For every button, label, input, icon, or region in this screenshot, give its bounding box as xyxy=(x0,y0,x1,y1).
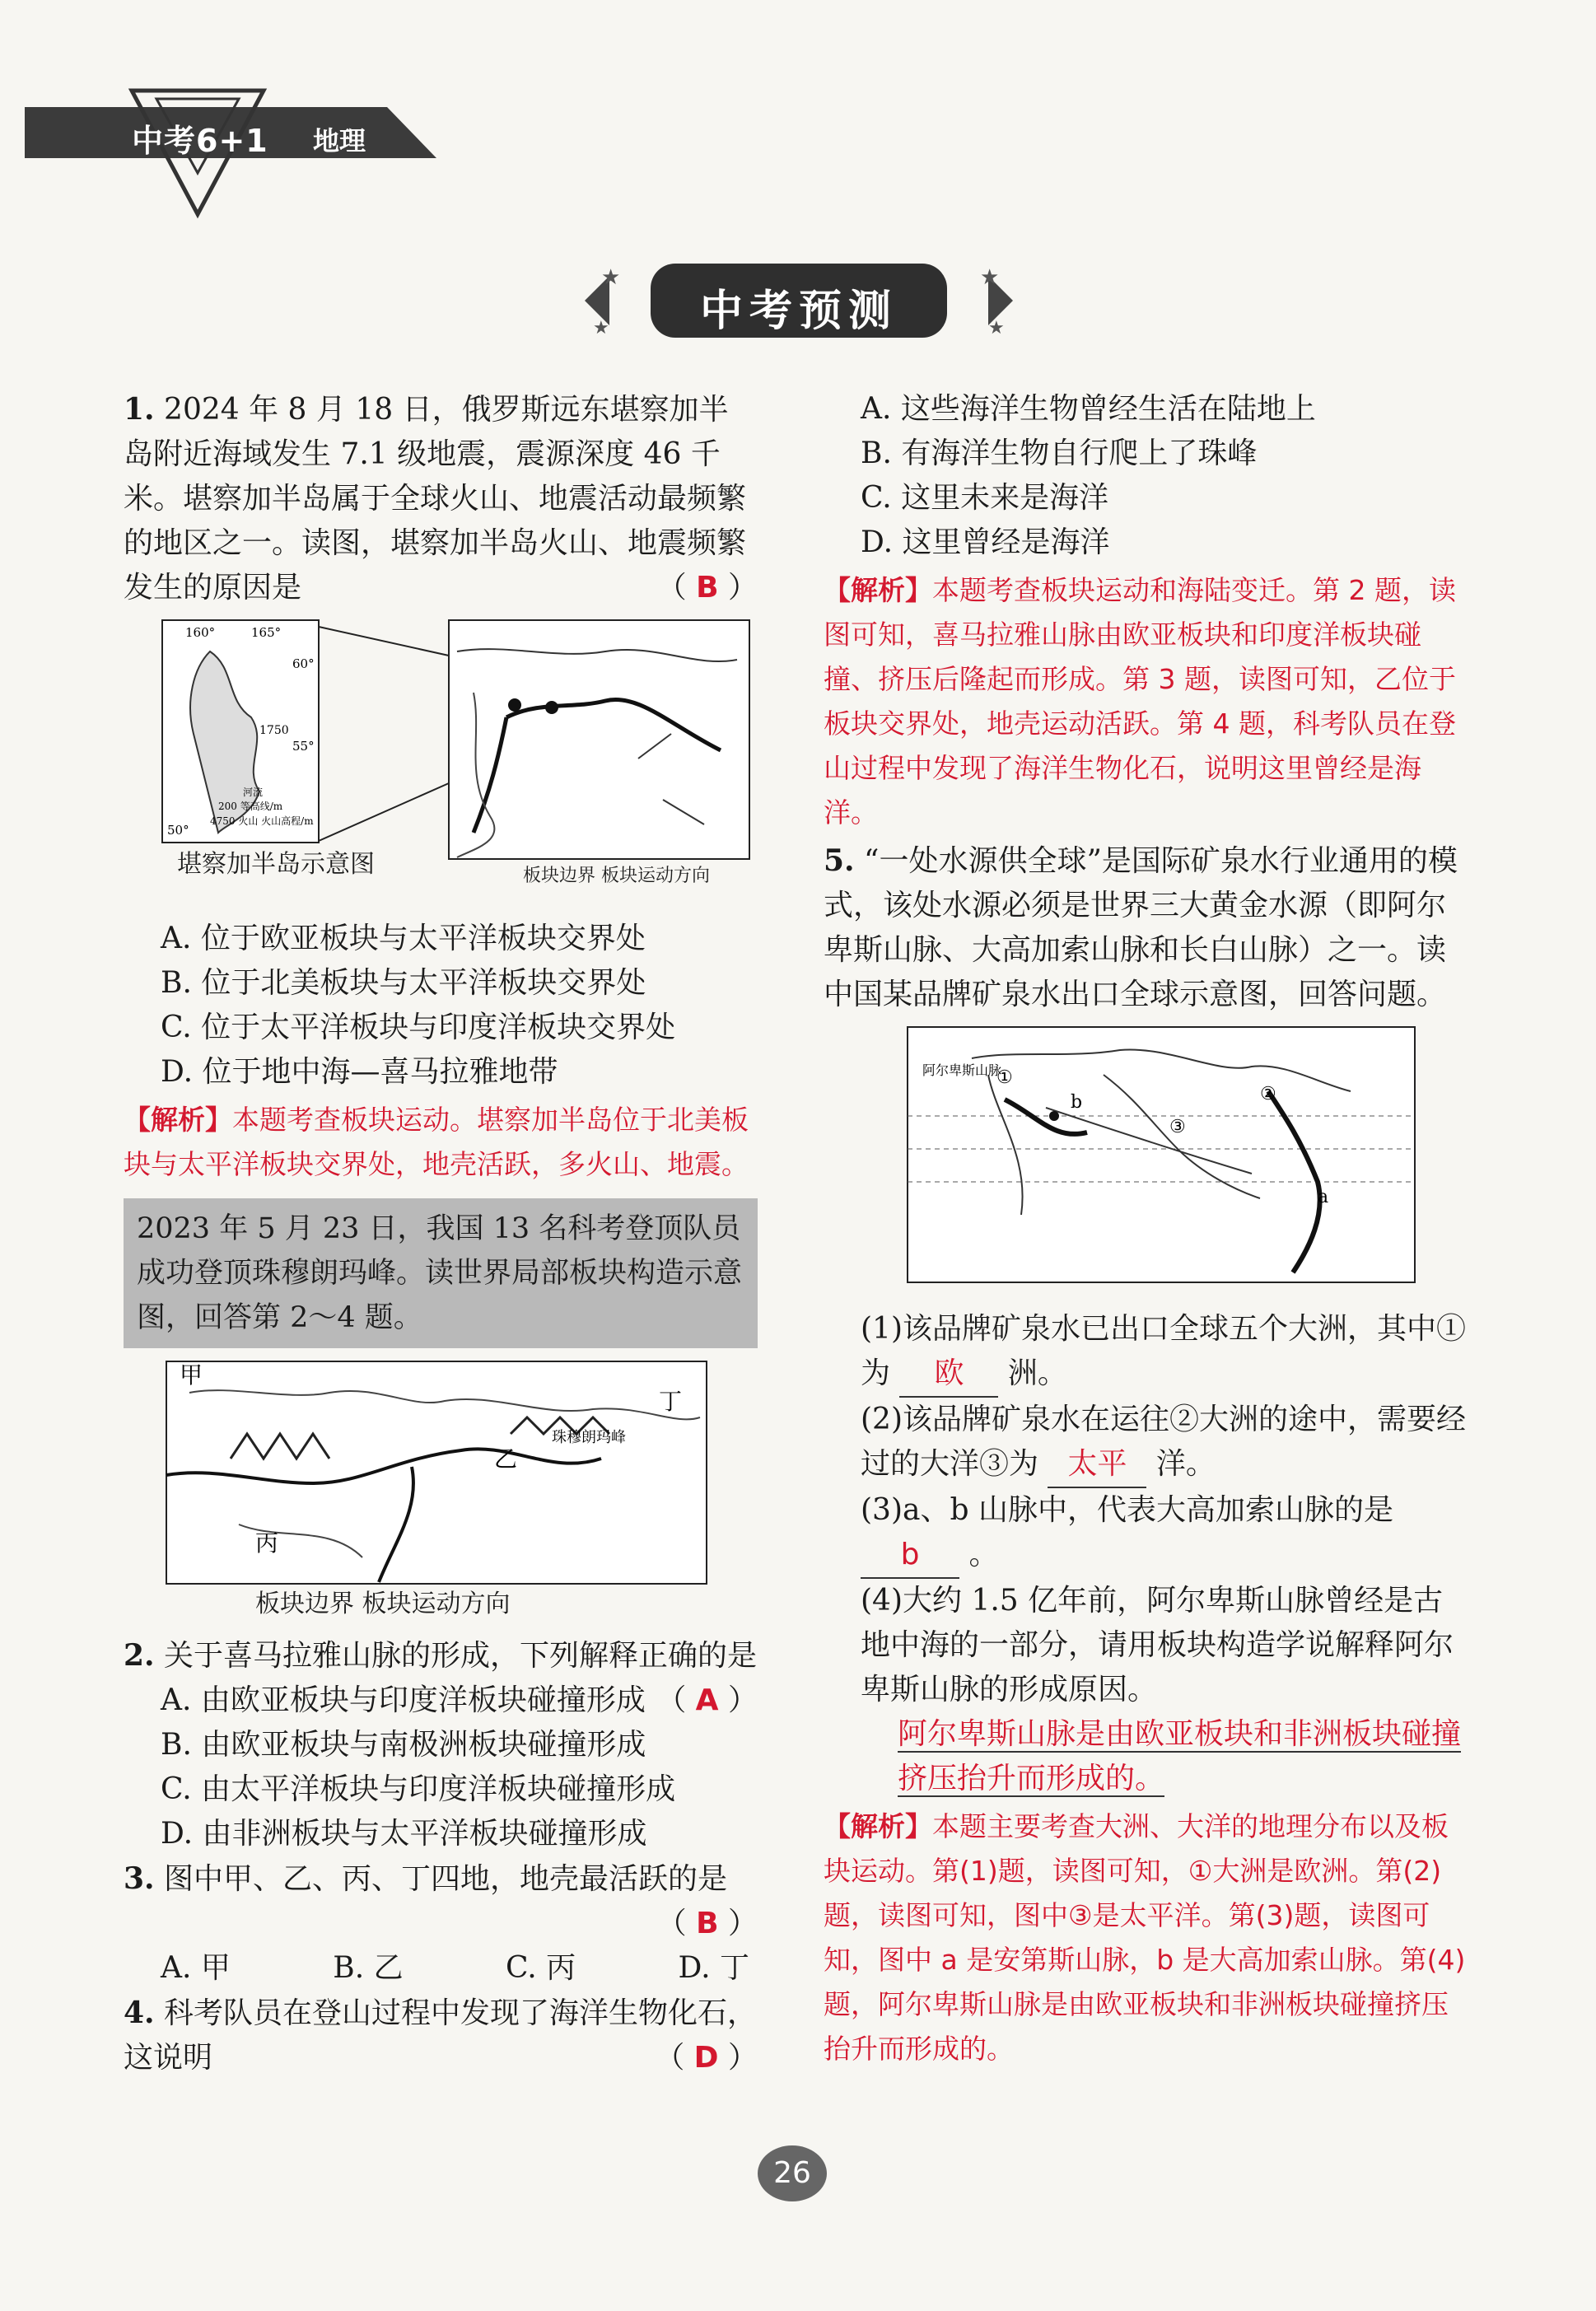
question-number: 4. xyxy=(124,1996,155,2030)
analysis-text: 本题考查板块运动和海陆变迁。第 2 题，读图可知，喜马拉雅山脉由欧亚板块和印度洋板块碰撞、挤压后隆起而形成。第 3 题，读图可知，乙位于板块交界处，地壳运动活跃。第 4 题，科考队员在登山过程中发现了海洋生物化石，说明这里曾经是海洋。 xyxy=(824,574,1456,829)
option: A. 位于欧亚板块与太平洋板块交界处 xyxy=(161,922,646,955)
question-stem: 科考队员在登山过程中发现了海洋生物化石，这说明 xyxy=(124,1996,758,2075)
answer-blank: 太平 xyxy=(1048,1442,1146,1488)
question-number: 2. xyxy=(124,1638,155,1673)
answer-blank: 欧 xyxy=(899,1352,998,1398)
map-label: a xyxy=(1318,1187,1329,1207)
option: D. 丁 xyxy=(678,1951,749,1985)
left-column xyxy=(124,387,758,2080)
analysis-q2-4 xyxy=(824,568,1466,835)
analysis-tag: 【解析】 xyxy=(124,1104,232,1136)
sub-question-text: 。 xyxy=(968,1538,999,1571)
map-label: 珠穆朗玛峰 xyxy=(552,1429,626,1446)
analysis-tag: 【解析】 xyxy=(824,1810,932,1842)
answer-box: （ B ） xyxy=(656,571,758,605)
svg-text:★: ★ xyxy=(988,318,1005,338)
world-map xyxy=(906,1025,1416,1289)
sub-question-2 xyxy=(824,1398,1466,1488)
sub-question-text: 洲。 xyxy=(1007,1356,1067,1390)
option: B. 有海洋生物自行爬上了珠峰 xyxy=(861,437,1258,470)
inset-lat-label: 60° xyxy=(292,656,315,671)
option: A. 甲 xyxy=(161,1951,231,1985)
sub-question-text: (2)该品牌矿泉水在运往②大洲的途中，需要经过的大洋③为 xyxy=(861,1403,1466,1481)
question-number: 3. xyxy=(124,1861,155,1896)
question-stem: 关于喜马拉雅山脉的形成，下列解释正确的是 xyxy=(164,1639,758,1673)
plate-map xyxy=(165,1360,708,1615)
map-label: 乙 xyxy=(494,1445,518,1473)
answer-blank: b xyxy=(861,1533,959,1579)
map-label: 阿尔卑斯山脉 xyxy=(922,1062,1002,1078)
svg-text:★: ★ xyxy=(601,265,621,290)
question-1 xyxy=(124,387,758,610)
kamchatka-map xyxy=(161,619,754,874)
answer-line: 阿尔卑斯山脉是由欧亚板块和非洲板块碰撞挤压抬升而形成的。 xyxy=(898,1717,1462,1795)
question-5 xyxy=(824,838,1466,1017)
sub-question-4-answer xyxy=(824,1712,1466,1801)
map-label: ① xyxy=(996,1067,1013,1088)
map-label: 丁 xyxy=(659,1388,683,1415)
reading-passage: 2023 年 5 月 23 日，我国 13 名科考登顶队员成功登顶珠穆朗玛峰。读世界局部板块构造示意图，回答第 2～4 题。 xyxy=(124,1198,758,1348)
answer-box: （ D ） xyxy=(655,2041,758,2075)
answer-box: （ A ） xyxy=(656,1683,758,1717)
analysis-text: 本题考查板块运动。堪察加半岛位于北美板块与太平洋板块交界处，地壳活跃，多火山、地震。 xyxy=(124,1104,749,1180)
sub-question-1 xyxy=(824,1307,1466,1398)
inset-lat-label: 50° xyxy=(167,823,189,838)
right-column xyxy=(824,387,1466,2075)
sub-question-3 xyxy=(824,1488,1466,1579)
inset-lat-label: 55° xyxy=(292,739,315,754)
sub-question-text: (3)a、b 山脉中，代表大高加索山脉的是 xyxy=(861,1493,1393,1527)
answer: B xyxy=(696,571,719,605)
inset-lon-label: 165° xyxy=(251,625,282,640)
sub-question-text: (1)该品牌矿泉水已出口全球五个大洲，其中①为 xyxy=(861,1312,1466,1390)
map-label: ③ xyxy=(1169,1117,1186,1137)
banner-title: 中考预测 xyxy=(699,287,898,336)
map-label: 丙 xyxy=(255,1529,279,1557)
answer: B xyxy=(696,1907,719,1940)
inset-legend-item: 河流 xyxy=(243,787,264,798)
analysis-q1 xyxy=(124,1098,758,1187)
option: D. 由非洲板块与太平洋板块碰撞形成 xyxy=(161,1817,647,1851)
option: B. 位于北美板块与太平洋板块交界处 xyxy=(161,966,646,1000)
figure-legend: 板块边界 板块运动方向 xyxy=(523,866,710,886)
option: B. 乙 xyxy=(333,1951,404,1985)
question-number: 5. xyxy=(824,843,855,878)
inset-lon-label: 160° xyxy=(185,625,216,640)
sub-question-4: (4)大约 1.5 亿年前，阿尔卑斯山脉曾经是古地中海的一部分，请用板块构造学说解释阿尔卑斯山脉的形成原因。 xyxy=(861,1584,1454,1706)
question-4 xyxy=(124,1991,758,2080)
option: C. 丙 xyxy=(505,1951,576,1985)
subject-label: 地理 xyxy=(313,125,366,156)
section-banner xyxy=(576,259,1021,342)
analysis-q5 xyxy=(824,1804,1466,2071)
option: A. 这些海洋生物曾经生活在陆地上 xyxy=(861,392,1316,426)
answer-box: （ B ） xyxy=(656,1907,758,1940)
option: D. 这里曾经是海洋 xyxy=(861,525,1110,559)
option: D. 位于地中海—喜马拉雅地带 xyxy=(161,1055,558,1089)
svg-text:★: ★ xyxy=(593,318,609,338)
answer: A xyxy=(695,1683,719,1717)
map-label: ② xyxy=(1260,1084,1276,1104)
inset-legend-item: 4750 火山 火山高程/m xyxy=(210,815,314,827)
analysis-tag: 【解析】 xyxy=(824,574,932,606)
svg-text:★: ★ xyxy=(980,265,1000,290)
question-stem: “一处水源供全球”是国际矿泉水行业通用的模式，该处水源必须是世界三大黄金水源（即阿尔卑斯山脉、大高加索山脉和长白山脉）之一。读中国某品牌矿泉水出口全球示意图，回答问题。 xyxy=(824,844,1458,1011)
option: A. 由欧亚板块与印度洋板块碰撞形成 xyxy=(161,1683,646,1717)
figure-plate-map xyxy=(165,1360,758,1628)
map-label: b xyxy=(1071,1092,1083,1113)
analysis-text: 本题主要考查大洲、大洋的地理分布以及板块运动。第(1)题，读图可知，①大洲是欧洲。第(2)题，读图可知，图中③是太平洋。第(3)题，读图可知，图中 a 是安第斯山脉，b 是大高加索山脉。第(4)题，阿尔卑斯山脉是由欧亚板块和非洲板块碰撞挤压抬升而形成的。 xyxy=(824,1810,1466,2065)
figure-legend: 板块边界 板块运动方向 xyxy=(255,1590,511,1618)
figure-caption: 堪察加半岛示意图 xyxy=(177,850,375,879)
option: B. 由欧亚板块与南极洲板块碰撞形成 xyxy=(161,1728,646,1762)
option: C. 由太平洋板块与印度洋板块碰撞形成 xyxy=(161,1772,676,1806)
question-3 xyxy=(124,1856,758,1902)
map-label: 甲 xyxy=(180,1361,203,1389)
option: C. 位于太平洋板块与印度洋板块交界处 xyxy=(161,1011,676,1044)
sub-question-text: 洋。 xyxy=(1155,1447,1216,1481)
question-stem: 图中甲、乙、丙、丁四地，地壳最活跃的是 xyxy=(164,1862,728,1896)
choice-row xyxy=(124,1946,758,1991)
figure-kamchatka xyxy=(161,619,758,887)
figure-world-map xyxy=(906,1025,1466,1302)
option: C. 这里未来是海洋 xyxy=(861,481,1109,515)
question-number: 1. xyxy=(124,392,155,427)
question-stem: 2024 年 8 月 18 日，俄罗斯远东堪察加半岛附近海域发生 7.1 级地震，震源深度 46 千米。堪察加半岛属于全球火山、地震活动最频繁的地区之一。读图，堪察加半岛火山、地震频繁发生的原因是 xyxy=(124,393,747,605)
page-number: 26 xyxy=(758,2145,827,2201)
brand-name: 中考6+1 xyxy=(132,123,268,159)
answer: D xyxy=(693,2041,719,2075)
inset-value: 1750 xyxy=(259,724,289,737)
inset-legend-item: 200 等高线/m xyxy=(218,801,283,812)
